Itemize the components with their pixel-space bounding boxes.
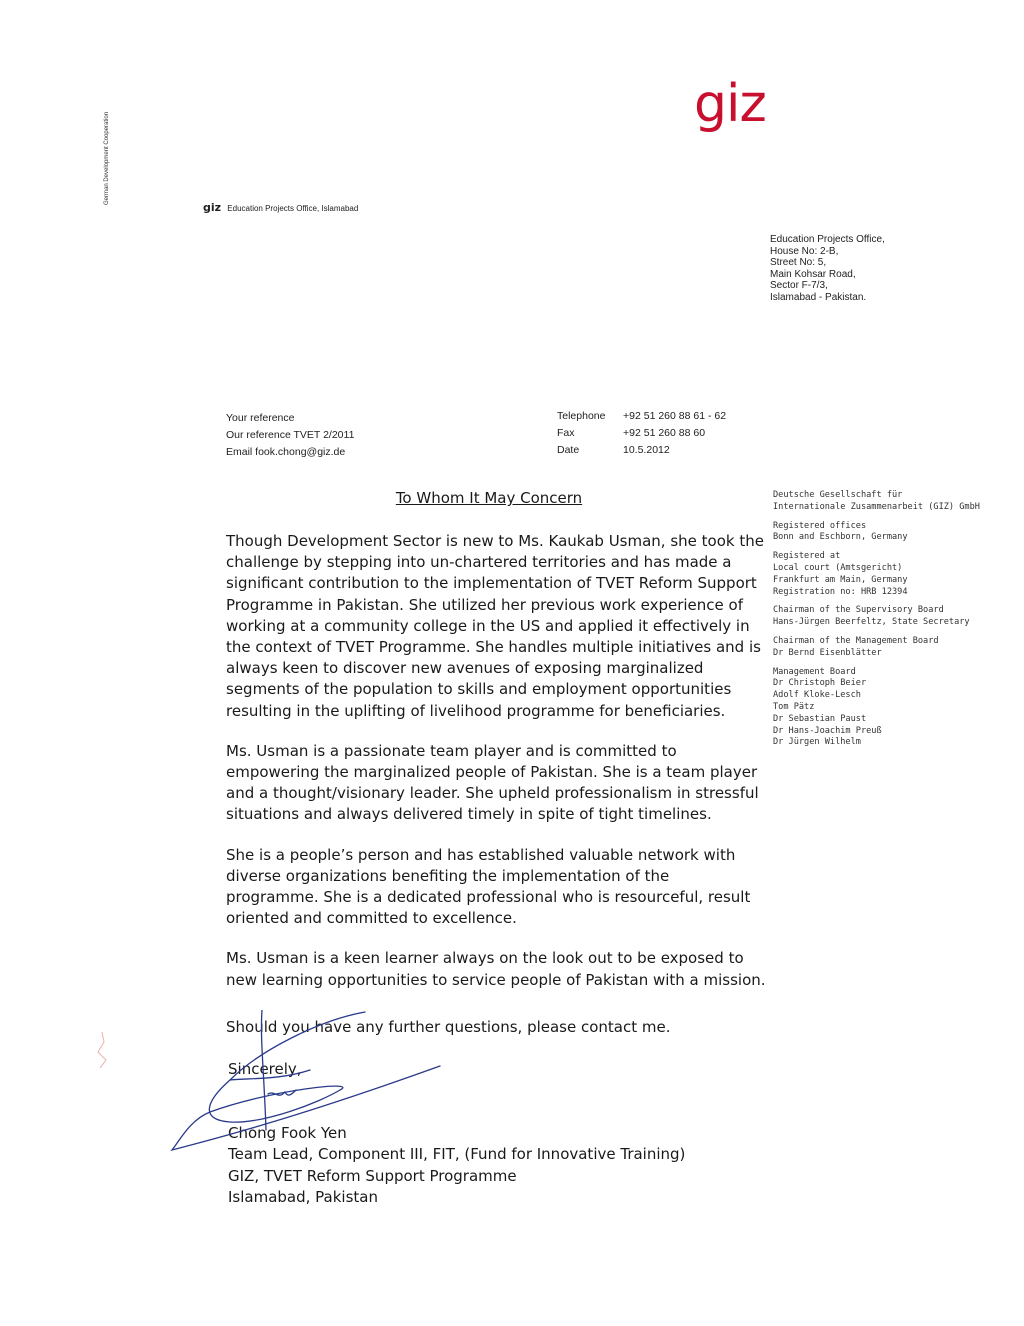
address-line: Street No: 5, bbox=[770, 257, 827, 269]
legal-company bbox=[773, 490, 1013, 514]
letter-subject: To Whom It May Concern bbox=[395, 489, 583, 507]
legal-registered-offices bbox=[773, 521, 1013, 545]
handwritten-signature bbox=[170, 1010, 460, 1160]
date-label: Date bbox=[557, 444, 580, 456]
legal-line: Adolf Kloke-Lesch bbox=[773, 690, 861, 701]
sign-off: Sincerely, bbox=[228, 1060, 302, 1078]
red-pen-mark bbox=[88, 1030, 118, 1070]
legal-line: Internationale Zusammenarbeit (GIZ) GmbH bbox=[773, 501, 980, 512]
legal-line: Frankfurt am Main, Germany bbox=[773, 574, 908, 585]
sender-text: Education Projects Office, Islamabad bbox=[227, 204, 359, 213]
fax-row bbox=[557, 425, 726, 442]
legal-registration bbox=[773, 551, 1013, 598]
body-paragraph: Though Development Sector is new to Ms. Kaukab Usman, she took the challenge by stepping into un-chartered territories and has made a significant contribution to the implementation of TVET Reform Support Programme in Pakistan. She utilized her previous work experience of working at a community college in the US and applied it effectively in the context of TVET Programme. She handles multiple initiatives and is always keen to discover new avenues of exposing marginalized segments of the population to skills and employment opportunities resulting in the uplifting of livelihood programme for beneficiaries. bbox=[226, 532, 764, 720]
telephone-label: Telephone bbox=[557, 410, 606, 422]
legal-line: Dr Hans-Joachim Preuß bbox=[773, 725, 882, 736]
email-reference: Email fook.chong@giz.de bbox=[226, 446, 346, 458]
signer-organization: GIZ, TVET Reform Support Programme bbox=[228, 1166, 517, 1185]
legal-line: Chairman of the Supervisory Board bbox=[773, 605, 944, 616]
signer-location: Islamabad, Pakistan bbox=[228, 1188, 378, 1207]
legal-line: Dr Jürgen Wilhelm bbox=[773, 737, 861, 748]
legal-line: Dr Bernd Eisenblätter bbox=[773, 647, 882, 658]
contact-block bbox=[557, 408, 726, 459]
address-line: Education Projects Office, bbox=[770, 234, 885, 245]
address-line: House No: 2-B, bbox=[770, 245, 839, 257]
legal-info bbox=[773, 490, 1013, 756]
legal-line: Dr Christoph Beier bbox=[773, 678, 867, 689]
closing-line: Should you have any further questions, please contact me. bbox=[226, 1018, 671, 1036]
signer-title: Team Lead, Component III, FIT, (Fund for Innovative Training) bbox=[228, 1145, 686, 1164]
sender-line bbox=[203, 201, 358, 214]
telephone-row bbox=[557, 408, 726, 425]
date-row bbox=[557, 442, 726, 459]
signer-name: Chong Fook Yen bbox=[228, 1124, 347, 1142]
legal-line: Management Board bbox=[773, 666, 856, 677]
fax-label: Fax bbox=[557, 427, 575, 439]
legal-line: Registered offices bbox=[773, 520, 867, 531]
letter-body bbox=[226, 531, 766, 1010]
legal-line: Chairman of the Management Board bbox=[773, 635, 939, 646]
your-reference: Your reference bbox=[226, 412, 295, 424]
legal-management-chair bbox=[773, 636, 1013, 660]
office-address bbox=[770, 234, 885, 304]
our-reference: Our reference TVET 2/2011 bbox=[226, 429, 355, 441]
side-vertical-text: German Development Cooperation bbox=[104, 111, 110, 205]
body-paragraph: She is a people’s person and has established valuable network with diverse organizations benefiting the implementation of the programme. She is a dedicated professional who is resourceful, result oriented and committed to excellence. bbox=[226, 845, 751, 928]
legal-line: Dr Sebastian Paust bbox=[773, 713, 867, 724]
legal-line: Local court (Amtsgericht) bbox=[773, 562, 903, 573]
legal-line: Registered at bbox=[773, 551, 841, 562]
legal-line: Bonn and Eschborn, Germany bbox=[773, 532, 908, 543]
legal-line: Registration no: HRB 12394 bbox=[773, 586, 908, 597]
telephone-value: +92 51 260 88 61 - 62 bbox=[623, 410, 727, 422]
legal-management-board bbox=[773, 667, 1013, 750]
address-line: Sector F-7/3, bbox=[770, 280, 828, 292]
sender-brand: giz bbox=[203, 201, 222, 214]
body-paragraph: Ms. Usman is a keen learner always on the look out to be exposed to new learning opportunities to service people of Pakistan with a mission. bbox=[226, 949, 766, 989]
legal-supervisory-board bbox=[773, 605, 1013, 629]
giz-logo: giz bbox=[694, 74, 766, 134]
body-paragraph: Ms. Usman is a passionate team player and is committed to empowering the marginalized people of Pakistan. She is a team player and a thought/visionary leader. She upheld professionalism in stressful situations and always delivered timely in spite of tight timelines. bbox=[226, 741, 759, 824]
legal-line: Tom Pätz bbox=[773, 701, 815, 712]
address-line: Main Kohsar Road, bbox=[770, 268, 856, 280]
address-line: Islamabad - Pakistan. bbox=[770, 291, 867, 303]
reference-block bbox=[226, 410, 354, 461]
date-value: 10.5.2012 bbox=[623, 444, 670, 456]
legal-line: Deutsche Gesellschaft für bbox=[773, 490, 903, 500]
legal-line: Hans-Jürgen Beerfeltz, State Secretary bbox=[773, 617, 970, 628]
fax-value: +92 51 260 88 60 bbox=[623, 427, 706, 439]
